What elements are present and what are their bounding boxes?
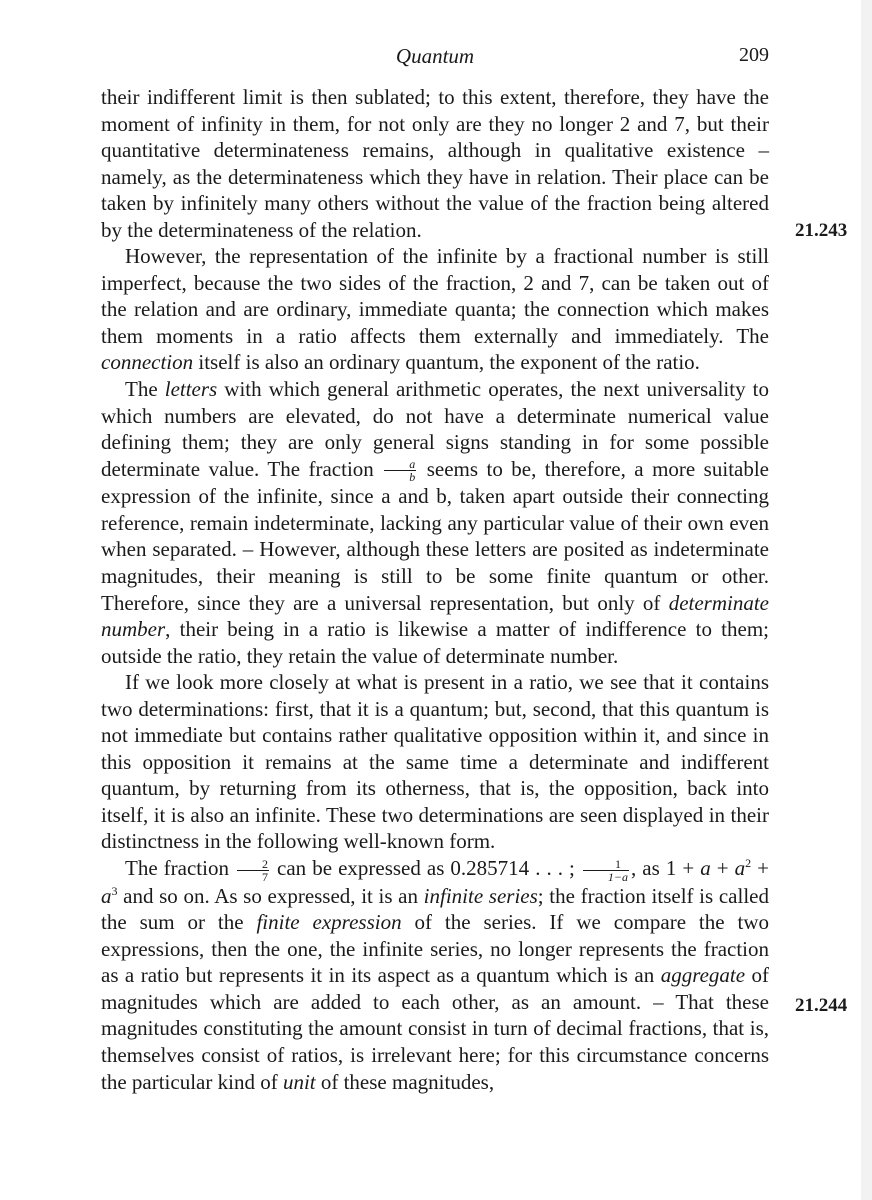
paragraph-text: + bbox=[751, 856, 770, 880]
page-header bbox=[101, 44, 769, 72]
paragraph-5 bbox=[101, 855, 769, 1095]
emphasis-determinate-number: determinate number bbox=[101, 590, 769, 642]
fraction-numerator: 1 bbox=[583, 858, 629, 871]
paragraph-text: ; the fraction itself is called the sum or the bbox=[101, 883, 769, 935]
margin-reference: 21.244 bbox=[795, 995, 848, 1016]
emphasis-unit: unit bbox=[282, 1069, 316, 1094]
paragraph-text: itself is also an ordinary quantum, the exponent of the ratio. bbox=[193, 350, 700, 375]
fraction-numerator: 2 bbox=[237, 858, 269, 871]
paragraph-text: and so on. As so expressed, it is an bbox=[117, 883, 424, 908]
paragraph-4 bbox=[101, 669, 769, 855]
paragraph-text: If we look more closely at what is present in a ratio, we see that it contains two determinations: first, that it is a quantum; but, second, that this quantum is not immediate but contains rather qualitative opposition within it, and since in this opposition it remains at the same time a determinate and indifferent quantum, by returning from its otherness, that is, the opposition, back into itself, it is also an infinite. These two determinations are seen displayed in their distinctness in the following well-known form. bbox=[101, 670, 769, 854]
variable-a: a bbox=[101, 883, 112, 908]
paragraph-text: , their being in a ratio is likewise a matter of indifference to them; outside the ratio, they retain the value of determinate number. bbox=[101, 617, 769, 668]
fraction-two-sevenths bbox=[237, 858, 269, 883]
paragraph-text: , as 1 + bbox=[631, 856, 701, 880]
fraction-numerator: a bbox=[384, 458, 416, 471]
exponent: 3 bbox=[111, 883, 118, 898]
emphasis-infinite-series: infinite series bbox=[423, 883, 538, 908]
paragraph-text: seems to be, therefore, a more suitable expression of the infinite, since a and b, taken apart outside their connecting reference, remain indeterminate, lacking any particular value of their own even when separated. – However, although these letters are posited as indeterminate magnitudes, their meaning is still to be some finite quantum or other. Therefore, since they are a universal representation, but only of bbox=[101, 456, 770, 615]
emphasis-letters: letters bbox=[164, 377, 218, 402]
paragraph-text: The fraction bbox=[125, 856, 236, 880]
page-number: 209 bbox=[739, 44, 769, 66]
page-edge bbox=[861, 0, 872, 1200]
fraction-denominator: 1−a bbox=[607, 869, 629, 884]
paragraph-text: However, the representation of the infinite by a fractional number is still imperfect, because the two sides of the fraction, 2 and 7, can be taken out of the relation and are ordinary, immediate quanta; the connection which makes them moments in a ratio affects them externally and immediately. The bbox=[101, 244, 769, 348]
fraction-one-over-one-minus-a bbox=[583, 858, 629, 883]
fraction-denominator: b bbox=[409, 470, 416, 485]
paragraph-text: of the series. If we compare the two expressions, then the one, the infinite series, no longer represents the fraction as a ratio but represents it in its aspect as a quantum which is an bbox=[101, 910, 769, 988]
paragraph-text: of magnitudes which are added to each other, as an amount. – That these magnitudes constituting the amount consist in turn of decimal fractions, that is, themselves consist of ratios, is irrelevant here; for this circumstance concerns the particular kind of bbox=[101, 963, 769, 1094]
paragraph-3 bbox=[101, 376, 769, 669]
paragraph-text: The bbox=[125, 377, 165, 402]
paragraph-text: with which general arithmetic operates, the next universality to which numbers are elevated, do not have a determinate numerical value defining them; they are only general signs standing in for some possible determinate value. The fraction bbox=[101, 377, 769, 481]
variable-a: a bbox=[700, 856, 711, 880]
paragraph-2 bbox=[101, 243, 769, 376]
emphasis-connection: connection bbox=[101, 350, 194, 375]
paragraph-text: + bbox=[710, 856, 735, 880]
fraction-a-over-b bbox=[384, 458, 416, 483]
emphasis-finite-expression: finite expression bbox=[256, 910, 402, 935]
margin-reference: 21.243 bbox=[795, 220, 848, 241]
paragraph-text: their indifferent limit is then sublated; to this extent, therefore, they have the moment of infinity in them, for not only are they no longer 2 and 7, but their quantitative determinateness remains, although in qualitative existence – namely, as the determinateness which they have in relation. Their place can be taken by infinitely many others without the value of the fraction being altered by the determinateness of the relation. bbox=[101, 85, 769, 242]
paragraph-text: of these magnitudes, bbox=[315, 1069, 495, 1094]
variable-a: a bbox=[734, 856, 746, 880]
emphasis-aggregate: aggregate bbox=[660, 963, 746, 988]
paragraph-1 bbox=[101, 84, 769, 243]
body-text bbox=[101, 84, 769, 1095]
exponent: 2 bbox=[745, 856, 752, 870]
fraction-denominator: 7 bbox=[262, 869, 269, 884]
running-title: Quantum bbox=[395, 44, 475, 68]
paragraph-text: can be expressed as 0.285714 . . . ; bbox=[271, 856, 581, 880]
